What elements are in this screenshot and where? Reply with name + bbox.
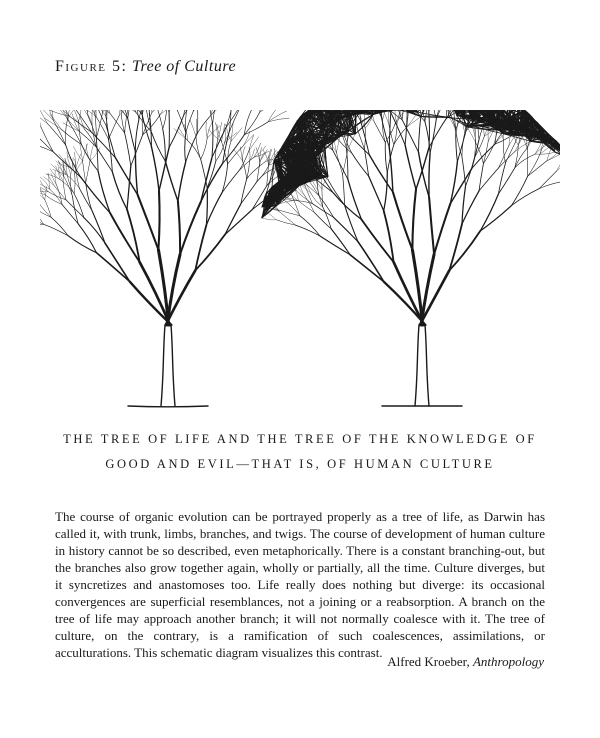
figure-number: Figure 5:	[55, 58, 128, 75]
caption-line-1: THE TREE OF LIFE AND THE TREE OF THE KNOWLEDGE OF	[63, 432, 537, 446]
attribution-author: Alfred Kroeber,	[387, 654, 470, 669]
tree-of-culture	[262, 110, 560, 406]
figure-name: Tree of Culture	[131, 58, 237, 75]
trees-drawing	[40, 110, 560, 420]
caption-line-2: GOOD AND EVIL—THAT IS, OF HUMAN CULTURE	[105, 457, 495, 471]
attribution-work: Anthropology	[472, 654, 544, 669]
trees-illustration	[40, 110, 560, 420]
attribution	[387, 654, 544, 670]
tree-of-life	[40, 110, 311, 407]
quote-paragraph: The course of organic evolution can be portrayed properly as a tree of life, as Darwin has called it, with trunk, limbs, branches, and twigs. The course of development of human culture in history cannot be so described, even metaphorically. There is a constant branching-out, but the branches also grow together again, wholly or partially, all the time. Culture diverges, but it syncretizes and anastomoses too. Life really does nothing but diverge: its occasional convergences are superficial resemblances, not a joining or a reabsorption. A branch on the tree of life may approach another branch; it will not normally coalesce with it. The tree of culture, on the contrary, is a ramification of such coalescences, assimilations, or acculturations. This schematic diagram visualizes this contrast.	[55, 509, 545, 660]
figure-title	[55, 58, 236, 76]
